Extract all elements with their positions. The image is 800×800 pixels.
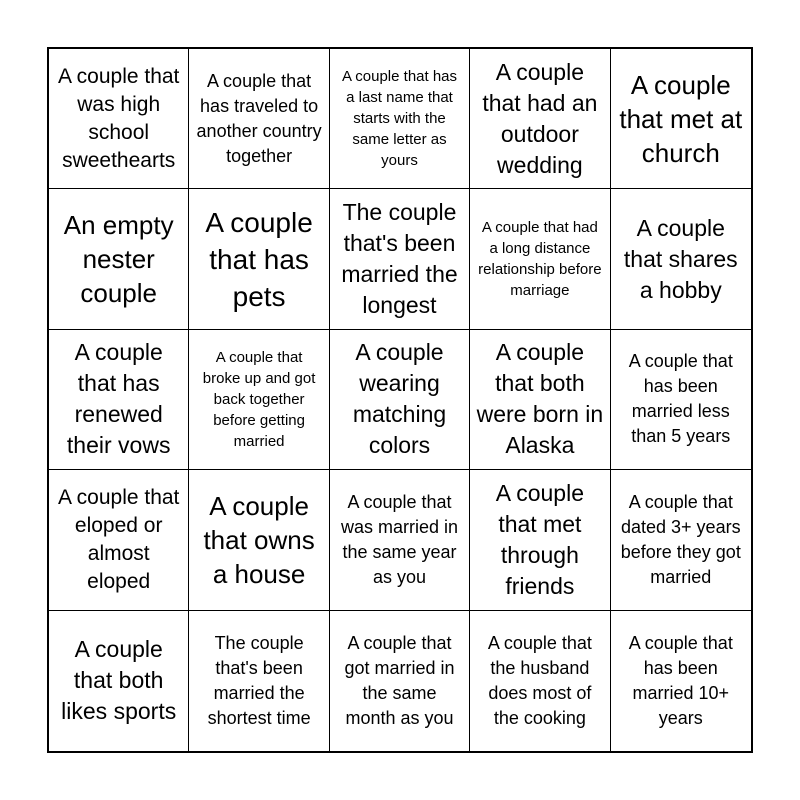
bingo-cell-text: An empty nester couple (63, 210, 174, 309)
bingo-cell-text: A couple that both were born in Alaska (476, 339, 604, 459)
bingo-cell-text: A couple that was married in the same year as you (340, 491, 459, 587)
bingo-cell-text: The couple that's been married the shortest time (207, 632, 311, 728)
bingo-cell-r4c3[interactable] (330, 470, 470, 610)
bingo-cell-text: A couple that had an outdoor wedding (482, 58, 598, 178)
bingo-cell-text: A couple that shares a hobby (623, 214, 738, 303)
bingo-board (47, 47, 753, 753)
bingo-cell-r5c2[interactable] (189, 611, 329, 751)
bingo-cell-text: A couple that met at church (619, 69, 743, 168)
bingo-cell-text: A couple that the husband does most of the cooking (487, 632, 592, 728)
bingo-cell-r3c4[interactable] (470, 330, 610, 470)
bingo-cell-r5c3[interactable] (330, 611, 470, 751)
bingo-cell-r5c5[interactable] (611, 611, 751, 751)
bingo-cell-r3c1[interactable] (49, 330, 189, 470)
bingo-cell-r2c3[interactable] (330, 189, 470, 329)
bingo-cell-text: A couple that has been married less than 5 years (628, 351, 733, 447)
bingo-cell-r1c3[interactable] (330, 49, 470, 189)
bingo-cell-r4c2[interactable] (189, 470, 329, 610)
bingo-cell-text: A couple that has traveled to another country together (196, 70, 322, 166)
bingo-cell-text: A couple that both likes sports (61, 636, 177, 725)
bingo-cell-r4c1[interactable] (49, 470, 189, 610)
bingo-cell-text: A couple that got married in the same month as you (344, 632, 455, 728)
bingo-cell-r2c1[interactable] (49, 189, 189, 329)
bingo-cell-text: A couple that was high school sweethearts (57, 64, 180, 172)
bingo-cell-text: A couple that has renewed their vows (66, 339, 171, 459)
bingo-cell-r1c4[interactable] (470, 49, 610, 189)
bingo-cell-text: A couple that has been married 10+ years (628, 632, 733, 728)
bingo-cell-text: A couple wearing matching colors (352, 339, 447, 459)
bingo-cell-r3c2[interactable] (189, 330, 329, 470)
bingo-cell-r3c3[interactable] (330, 330, 470, 470)
bingo-cell-text: A couple that has a last name that starts with the same letter as yours (341, 68, 458, 170)
bingo-cell-r1c2[interactable] (189, 49, 329, 189)
bingo-cell-text: A couple that has pets (205, 206, 313, 312)
bingo-cell-text: A couple that had a long distance relationship before marriage (478, 219, 602, 300)
bingo-cell-r4c5[interactable] (611, 470, 751, 610)
bingo-cell-r4c4[interactable] (470, 470, 610, 610)
bingo-cell-r2c5[interactable] (611, 189, 751, 329)
bingo-cell-r1c1[interactable] (49, 49, 189, 189)
bingo-cell-r5c1[interactable] (49, 611, 189, 751)
bingo-cell-r2c4[interactable] (470, 189, 610, 329)
bingo-cell-r1c5[interactable] (611, 49, 751, 189)
bingo-cell-r3c5[interactable] (611, 330, 751, 470)
bingo-cell-text: A couple that eloped or almost eloped (57, 485, 180, 593)
bingo-cell-r2c2[interactable] (189, 189, 329, 329)
bingo-cell-text: A couple that broke up and got back together before getting married (202, 348, 316, 450)
bingo-cell-text: The couple that's been married the longest (341, 199, 458, 319)
bingo-cell-r5c4[interactable] (470, 611, 610, 751)
bingo-cell-text: A couple that met through friends (495, 479, 585, 599)
bingo-cell-text: A couple that dated 3+ years before they got married (620, 491, 741, 587)
bingo-cell-text: A couple that owns a house (203, 490, 315, 589)
